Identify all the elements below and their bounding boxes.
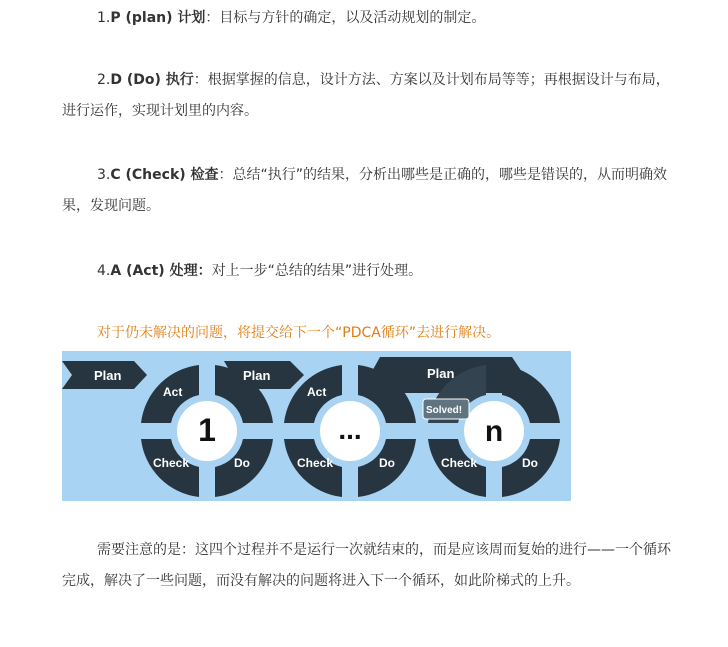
pdca-diagram xyxy=(62,351,571,501)
item-term: D (Do) 执行 xyxy=(110,72,194,88)
item-do: 2.D (Do) 执行：根据掌握的信息，设计方法、方案以及计划布局等等；再根据设计与布局，进行运作，实现计划里的内容。 xyxy=(62,72,670,119)
item-number: 3. xyxy=(97,167,111,183)
item-term: A (Act) 处理： xyxy=(110,263,212,279)
label-do-3: Do xyxy=(522,456,538,470)
item-text: 总结“执行”的结果，分析出哪些是正确的，哪些是错误的，从而明确效果，发现问题。 xyxy=(62,167,668,214)
label-plan-1: Plan xyxy=(94,368,122,383)
item-number: 4. xyxy=(97,263,111,279)
highlight-note: 对于仍未解决的问题，将提交给下一个“PDCA循环”去进行解决。 xyxy=(97,325,501,341)
conclusion: 需要注意的是：这四个过程并不是运行一次就结束的，而是应该周而复始的进行——一个循环完成，解决了一些问题，而没有解决的问题将进入下一个循环，如此阶梯式的上升。 xyxy=(62,542,671,589)
cycle-1-number: 1 xyxy=(198,412,216,448)
item-term: C (Check) 检查 xyxy=(110,167,219,183)
label-check-2: Check xyxy=(297,456,334,470)
item-number: 2. xyxy=(97,72,111,88)
cycle-2-number: ... xyxy=(338,414,362,445)
label-do-2: Do xyxy=(379,456,395,470)
label-check-3: Check xyxy=(441,456,478,470)
label-act-2: Act xyxy=(307,385,327,399)
item-plan: 1.P (plan) 计划：目标与方针的确定，以及活动规划的制定。 xyxy=(97,10,486,26)
label-do-1: Do xyxy=(234,456,250,470)
cycle-3-number: n xyxy=(484,415,504,448)
label-solved: Solved! xyxy=(426,405,463,416)
item-number: 1. xyxy=(97,10,111,26)
item-text: 对上一步“总结的结果”进行处理。 xyxy=(211,263,423,279)
item-text: 根据掌握的信息，设计方法、方案以及计划布局等等；再根据设计与布局，进行运作，实现计划里的内容。 xyxy=(62,72,670,119)
item-act xyxy=(62,256,672,287)
item-term: P (plan) 计划 xyxy=(110,10,206,26)
label-plan-2: Plan xyxy=(243,368,271,383)
label-check-1: Check xyxy=(153,456,190,470)
label-act-1: Act xyxy=(163,385,183,399)
label-plan-3: Plan xyxy=(427,366,455,381)
item-text: 目标与方针的确定，以及活动规划的制定。 xyxy=(219,10,486,26)
item-check: 3.C (Check) 检查：总结“执行”的结果，分析出哪些是正确的，哪些是错误的，从而明确效果，发现问题。 xyxy=(62,167,668,214)
